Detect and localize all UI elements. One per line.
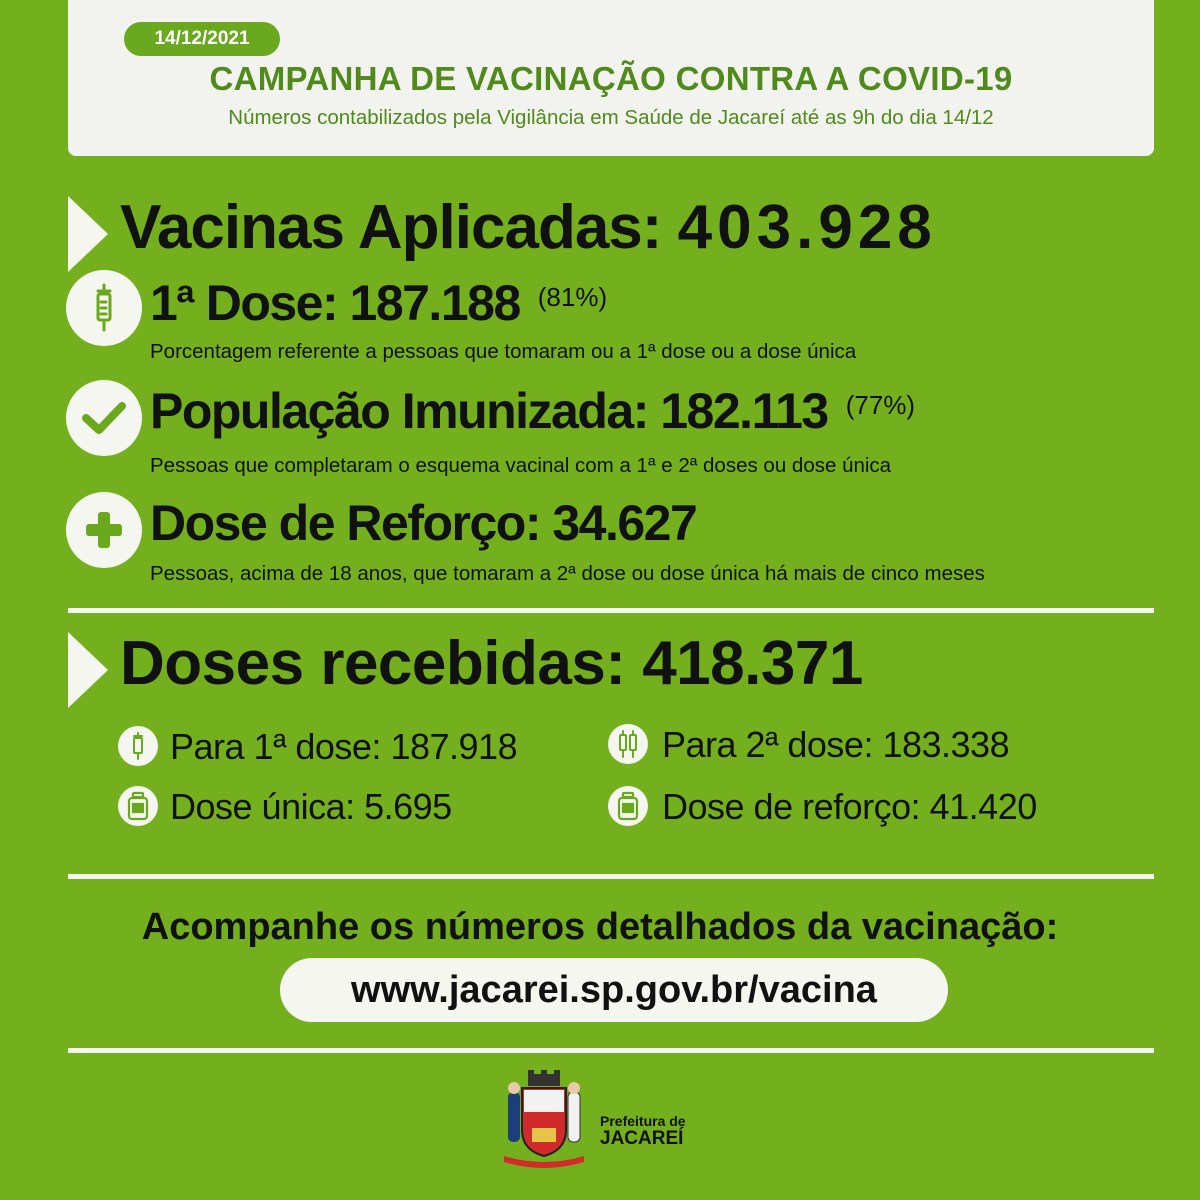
populacao-imunizada-label: População Imunizada: 182.113 (150, 383, 828, 439)
syringe-icon (118, 726, 158, 766)
arrow-icon (68, 632, 108, 708)
primeira-dose-note: Porcentagem referente a pessoas que tomaram ou a 1ª dose ou a dose única (150, 340, 857, 363)
doses-recebidas-title: Doses recebidas: 418.371 (120, 629, 863, 698)
populacao-imunizada-title (150, 382, 915, 440)
primeira-dose-pct: (81%) (537, 282, 608, 312)
doses-segunda: Para 2ª dose: 183.338 (662, 724, 1010, 765)
arrow-icon (68, 196, 108, 272)
plus-icon (66, 492, 142, 568)
org-line-1: Prefeitura de (600, 1113, 686, 1129)
populacao-imunizada-note: Pessoas que completaram o esquema vacinal com a 1ª e 2ª doses ou dose única (150, 454, 892, 477)
populacao-imunizada-pct: (77%) (845, 390, 916, 420)
vial-icon (608, 786, 648, 826)
primeira-dose-title (150, 274, 607, 332)
doses-unica: Dose única: 5.695 (170, 786, 452, 827)
city-crest-logo (494, 1070, 594, 1170)
divider (68, 608, 1154, 613)
vacinas-aplicadas-value: 403.928 (677, 193, 937, 262)
syringe-icon (66, 270, 142, 346)
campaign-subtitle: Números contabilizados pela Vigilância em Saúde de Jacareí até as 9h do dia 14/12 (228, 106, 994, 129)
dose-reforco-title: Dose de Reforço: 34.627 (150, 495, 697, 551)
vacinas-aplicadas-label: Vacinas Aplicadas: (120, 193, 662, 262)
campaign-title: CAMPANHA DE VACINAÇÃO CONTRA A COVID-19 (209, 60, 1013, 97)
vial-icon (118, 786, 158, 826)
follow-heading: Acompanhe os números detalhados da vacinação: (141, 906, 1059, 948)
dose-reforco-note: Pessoas, acima de 18 anos, que tomaram a 2ª dose ou dose única há mais de cinco meses (150, 562, 985, 585)
organization-name (600, 1114, 686, 1150)
vacina-url-link[interactable]: www.jacarei.sp.gov.br/vacina (280, 958, 948, 1022)
date-badge: 14/12/2021 (124, 22, 280, 56)
divider (68, 1048, 1154, 1053)
primeira-dose-label: 1ª Dose: 187.188 (150, 275, 520, 331)
check-icon (66, 380, 142, 456)
doses-primeira: Para 1ª dose: 187.918 (170, 726, 518, 767)
two-syringes-icon (608, 724, 648, 764)
org-line-2: JACAREÍ (600, 1128, 684, 1150)
divider (68, 874, 1154, 879)
vacinas-aplicadas-heading (120, 192, 937, 263)
doses-reforco: Dose de reforço: 41.420 (662, 786, 1037, 827)
